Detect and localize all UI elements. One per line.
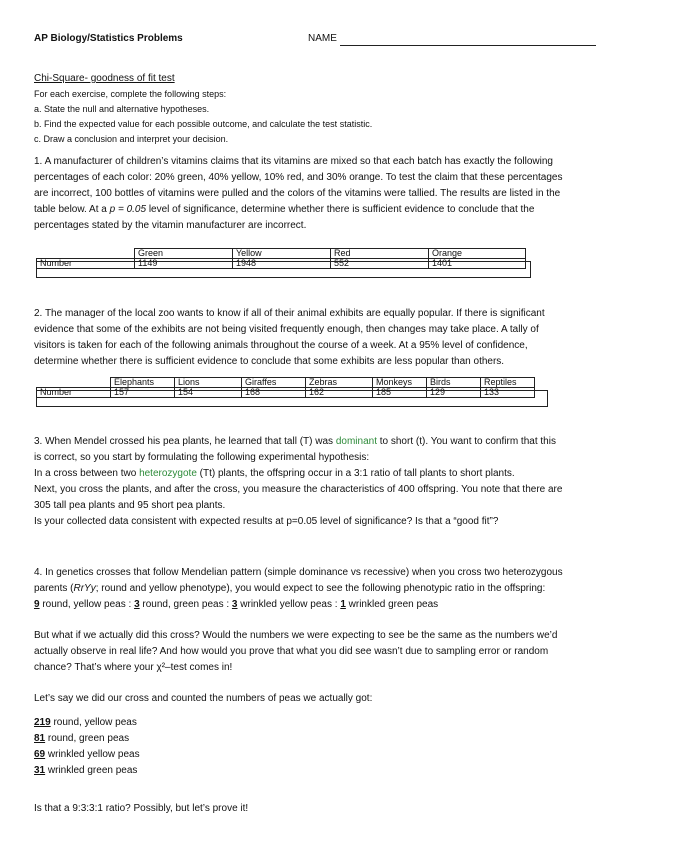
list-item: 69 wrinkled yellow peas [34,749,140,760]
name-label: NAME [308,33,337,44]
step-c: c. Draw a conclusion and interpret your decision. [34,134,229,144]
problem3-text: 3. When Mendel crossed his pea plants, he learned that tall (T) was dominant to short (t). You want to confirm that this is correct, so you start by formulating the following experimental hypothesis: In a cross between two heterozygote (Tt) plants, the offspring occur in a 3:1 ratio of tall plants to short plants. Next, you cross the plants, and after the cross, you measure the characteristics of 400 offspring. You note that there are 305 tall pea plants and 95 short pea plants. Is your collected data consistent with expected results at p=0.05 level of significance? Is that a “good fit”? [34,436,563,527]
name-line[interactable] [340,45,596,46]
list-item: 81 round, green peas [34,733,130,744]
problem2-text: 2. The manager of the local zoo wants to know if all of their animal exhibits are equally popular. If there is significant evidence that some of the exhibits are not being visited frequently enough, then changes may take place. A tally of visitors is taken for each of the following animals throughout the course of a week. At a 95% level of confidence, determine whether there is sufficient evidence to conclude that some exhibits are less popular than others. [34,308,545,367]
closing-line: Is that a 9:3:3:1 ratio? Possibly, but let’s prove it! [34,803,249,814]
observed-list [34,715,140,779]
section-heading: Chi-Square- goodness of fit test [34,73,175,84]
counted-intro: Let’s say we did our cross and counted the numbers of peas we actually got: [34,693,373,704]
step-a: a. State the null and alternative hypotheses. [34,104,210,114]
course-title: AP Biology/Statistics Problems [34,33,183,44]
problem4-text: 4. In genetics crosses that follow Mendelian pattern (simple dominance vs recessive) when you cross two heterozygous parents (RrYy; round and yellow phenotype), you would expect to see the following phenotypic ratio in the offspring: 9 round, yellow peas : 3 round, green peas : 3 wrinkled yellow peas : 1 wrinkled green peas [34,565,563,613]
vitamin-table [36,248,526,269]
table-row: Number 1149 1948 552 1401 [37,259,526,269]
heterozygote-term: heterozygote [139,468,197,479]
list-item: 219 round, yellow peas [34,717,137,728]
dominant-term: dominant [335,436,377,447]
instruction-text: For each exercise, complete the following steps: [34,89,227,99]
zoo-table [36,377,535,398]
problem1-text: 1. A manufacturer of children’s vitamins claims that its vitamins are mixed so that each batch has exactly the following percentages of each color: 20% green, 40% yellow, 10% red, and 30% orange. To test the claim that these percentages are incorrect, 100 bottles of vitamins were pulled and the colors of the vitamins were tallied. The results are listed in the table below. At a p = 0.05 level of significance, determine whether there is sufficient evidence to conclude that the percentages stated by the vitamin manufacturer are incorrect. [34,156,563,231]
step-b: b. Find the expected value for each possible outcome, and calculate the test statistic. [34,119,373,129]
table-row: Green Yellow Red Orange [37,249,526,259]
table-row: Elephants Lions Giraffes Zebras Monkeys Birds Reptiles [37,378,535,388]
table-row: Number 157 154 168 162 185 129 133 [37,388,535,398]
phenotypic-ratio: 9 round, yellow peas : 3 round, green peas : 3 wrinkled yellow peas : 1 wrinkled green peas [34,599,439,610]
list-item: 31 wrinkled green peas [34,765,138,776]
problem4-question: But what if we actually did this cross? Would the numbers we were expecting to see be the same as the numbers we’d actually observe in real life? And how would you prove that what you did see wasn’t due to sampling error or random chance? That’s where your χ²–test comes in! [34,630,558,673]
